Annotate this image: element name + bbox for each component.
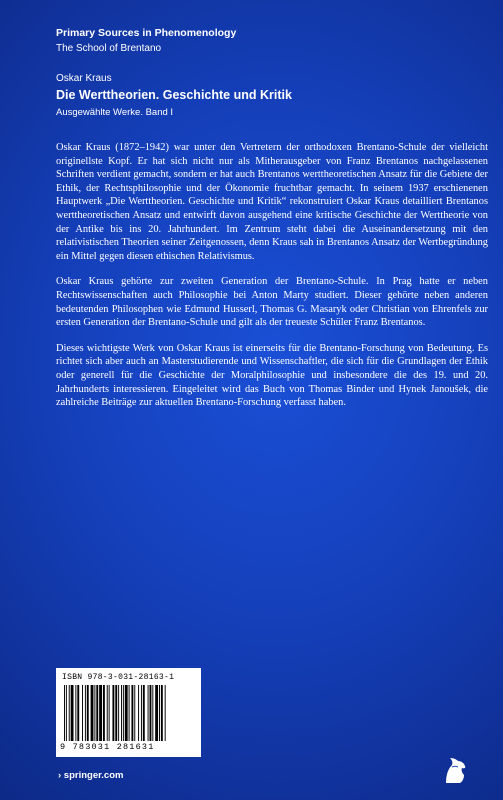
book-volume: Ausgewählte Werke. Band I bbox=[56, 107, 174, 118]
isbn-label: ISBN 978-3-031-28163-1 bbox=[62, 673, 175, 682]
publisher-url[interactable]: › springer.com bbox=[58, 770, 124, 781]
springer-horse-icon bbox=[440, 755, 470, 787]
book-author: Oskar Kraus bbox=[56, 73, 112, 84]
header-block bbox=[56, 26, 476, 119]
back-cover-blurb bbox=[56, 141, 488, 422]
book-title: Die Werttheorien. Geschichte und Kritik bbox=[56, 88, 292, 102]
barcode bbox=[56, 668, 201, 757]
blurb-paragraph-1: Oskar Kraus (1872–1942) war unter den Vertretern der orthodoxen Brentano-Schule der vielleicht originellste Kopf. Er hat sich nicht nur als Mitherausgeber von Franz Brentanos nachgelassenen Schriften verdient gemacht, sondern er hat auch Brentanos werttheoretischen Ansatz für die Gebiete der Ethik, der Rechtsphilosophie und der Ökonomie fruchtbar gemacht. In seinem 1937 erschienenen Hauptwerk „Die Werttheorien. Geschichte und Kritik“ rekonstruiert Oskar Kraus detailliert Brentanos werttheoretischen Ansatz und entwirft davon ausgehend eine kritische Geschichte der Werttheorie von der Antike bis ins 20. Jahrhundert. Im Zentrum steht dabei die Auseinandersetzung mit den relativistischen Theorien seiner Zeitgenossen, denn Kraus sah in Brentanos Ansatz der Wertbegründung ein Mittel gegen diesen ethischen Relativismus. bbox=[56, 142, 488, 262]
blurb-paragraph-3: Dieses wichtigste Werk von Oskar Kraus ist einerseits für die Brentano-Forschung von Bedeutung. Es richtet sich aber auch an Masterstudierende und Wissenschaftler, die sich für die Grundlagen der Ethik oder generell für die Geschichte der Moralphilosophie und insbesondere die des 19. und 20. Jahrhunderts interessieren. Eingeleitet wird das Buch von Thomas Binder und Hynek Janoušek, die zahlreiche Beiträge zur aktuellen Brentano-Forschung verfasst haben. bbox=[56, 342, 488, 409]
blurb-paragraph-2: Oskar Kraus gehörte zur zweiten Generation der Brentano-Schule. In Prag hatte er neben Rechtswissenschaften auch Philosophie bei Anton Marty studiert. Dieser gehörte neben anderen bedeutenden Philosophen wie Edmund Husserl, Thomas G. Masaryk oder Christian von Ehrenfels zur ersten Generation der Brentano-Schule und gilt als der treueste Schüler Franz Brentanos. bbox=[56, 276, 488, 329]
series-subtitle: The School of Brentano bbox=[56, 43, 162, 54]
barcode-bars bbox=[62, 685, 196, 741]
series-title: Primary Sources in Phenomenology bbox=[56, 27, 237, 39]
barcode-digits: 9 783031 281631 bbox=[60, 742, 155, 752]
